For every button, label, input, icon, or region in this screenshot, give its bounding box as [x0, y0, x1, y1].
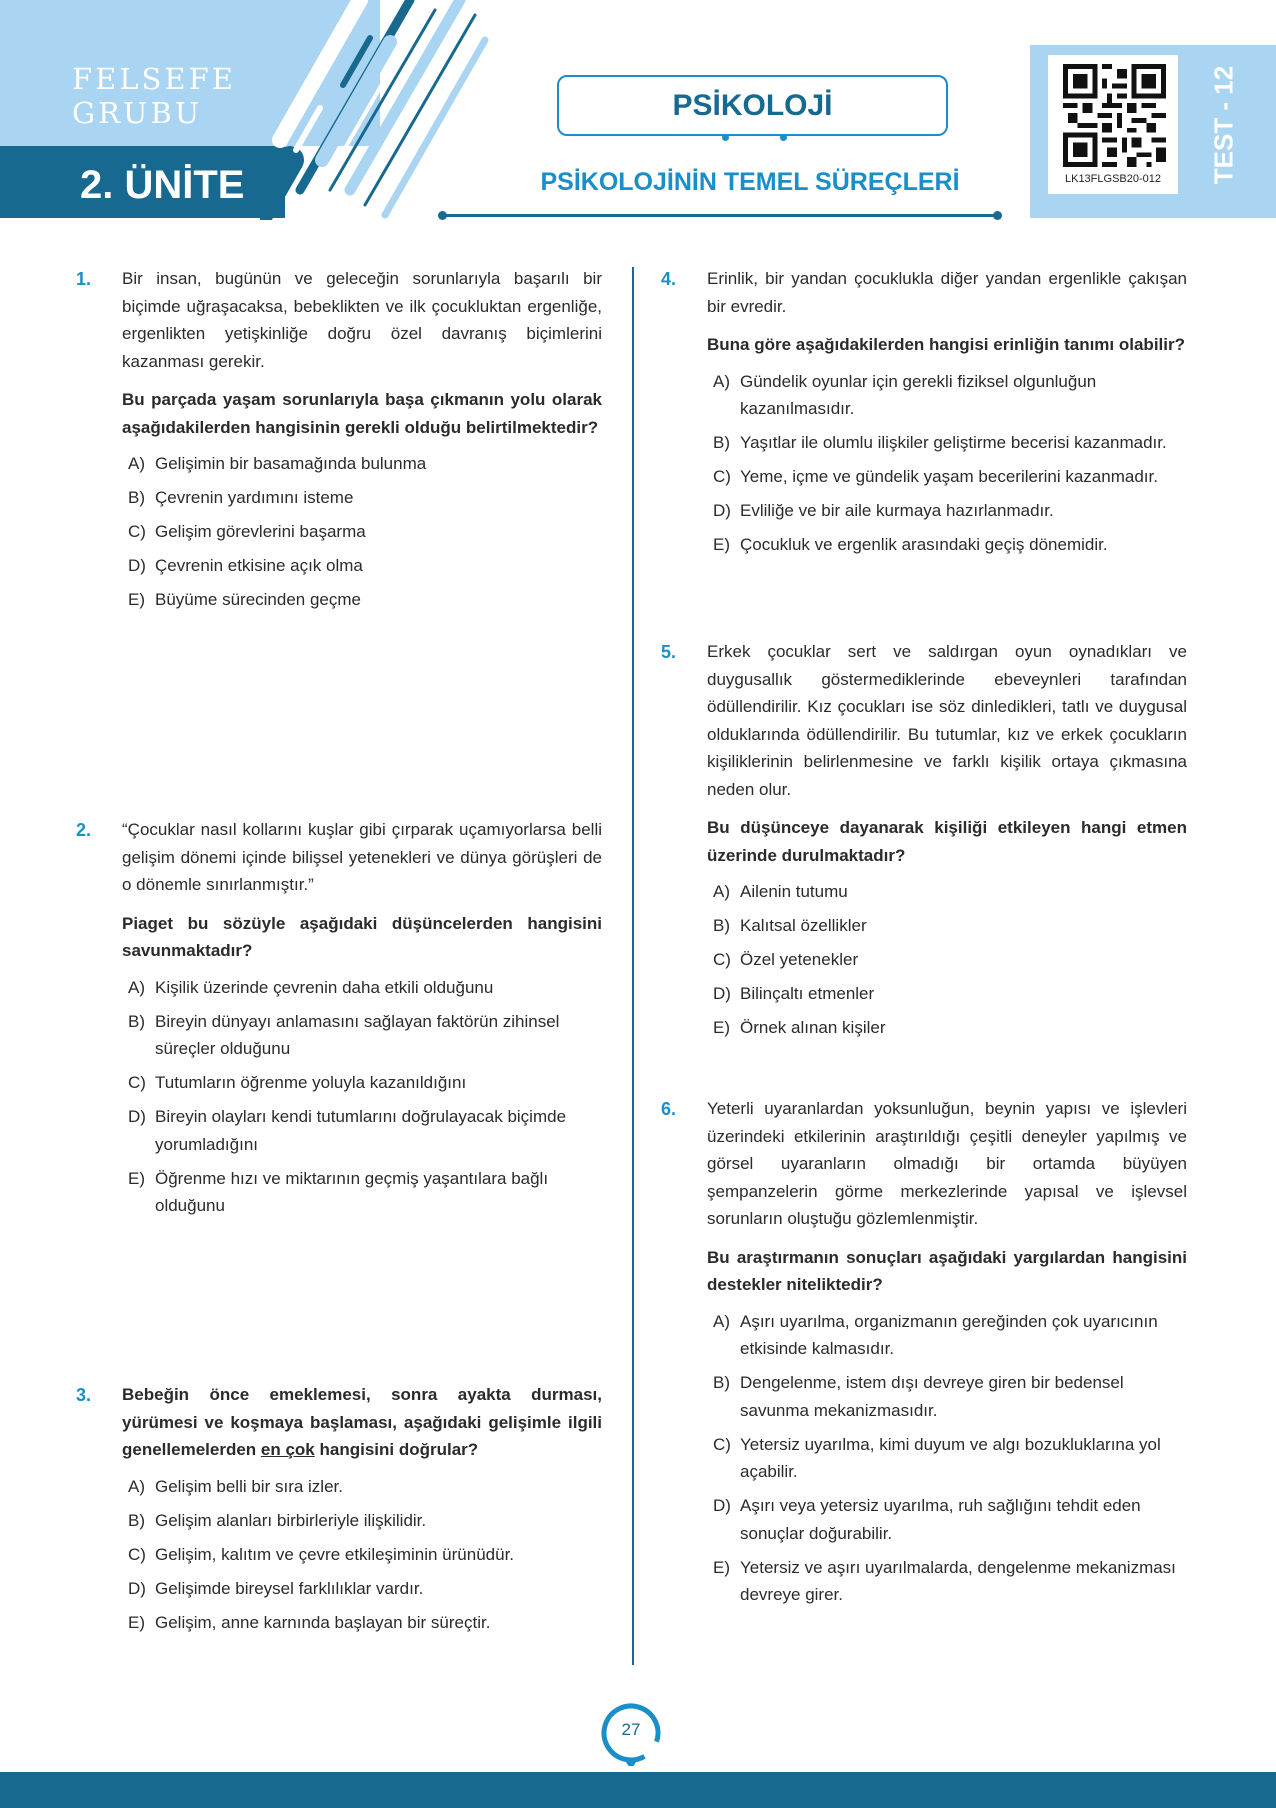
option-letter: E): [713, 1557, 730, 1577]
question-stem: Yeterli uyaranlardan yoksunluğun, beynin yapısı ve işlevleri üzerindeki etkilerinin araştırıldığı çeşitli deneyler yapılmış ve görsel uyaranların olmadığı bir ortamda büyüyen şempanzelerin görme merkezlerinde yapısal ve işlevsel sorunların oluştuğu gözlemlenmiştir.: [707, 1099, 1187, 1228]
option-d[interactable]: [122, 552, 602, 580]
option-c[interactable]: [122, 518, 602, 546]
option-letter: C): [128, 1544, 146, 1564]
question-stem: Bir insan, bugünün ve geleceğin sorunlarıyla başarılı bir biçimde uğraşacaksa, bebeklikten ve ilk çocukluktan ergenliğe, ergenlikten yetişkinliğe doğru özel davranış biçimlerini kazanması gerekir.: [122, 269, 602, 371]
option-d[interactable]: [707, 980, 1187, 1008]
option-b[interactable]: [122, 1008, 602, 1063]
options-list: [122, 1473, 602, 1637]
option-a[interactable]: [707, 878, 1187, 906]
option-text: Çevrenin etkisine açık olma: [155, 556, 363, 575]
option-text: Örnek alınan kişiler: [740, 1018, 886, 1037]
option-e[interactable]: [707, 531, 1187, 559]
title-box-dot-left: [722, 134, 729, 141]
option-letter: A): [128, 977, 145, 997]
question-number: 5.: [661, 642, 677, 662]
options-list: [122, 974, 602, 1220]
subject-title: PSİKOLOJİ: [672, 89, 833, 122]
options-list: [122, 450, 602, 614]
option-letter: B): [128, 488, 145, 507]
option-e[interactable]: [707, 1554, 1187, 1609]
option-letter: E): [128, 1612, 145, 1632]
question-4: [661, 265, 1187, 565]
option-d[interactable]: [122, 1575, 602, 1603]
options-list: [707, 1308, 1187, 1609]
question-emphasis: en çok: [260, 1440, 315, 1459]
option-text: Bireyin olayları kendi tutumlarını doğrulayacak biçimde yorumladığını: [155, 1107, 567, 1154]
option-text: Çevrenin yardımını isteme: [155, 488, 354, 507]
option-text: Gelişim belli bir sıra izler.: [155, 1476, 343, 1496]
option-letter: D): [128, 1107, 146, 1126]
topic-title: PSİKOLOJİNİN TEMEL SÜREÇLERİ: [540, 168, 960, 196]
question-3: [76, 1381, 602, 1643]
option-text: Kalıtsal özellikler: [740, 916, 867, 935]
page-number: 27: [621, 1720, 641, 1739]
option-d[interactable]: [707, 497, 1187, 525]
option-letter: D): [128, 556, 146, 575]
option-text: Öğrenme hızı ve miktarının geçmiş yaşantılara bağlı olduğunu: [155, 1168, 549, 1215]
options-list: [707, 878, 1187, 1042]
option-text: Gündelik oyunlar için gerekli fiziksel olgunluğun kazanılmasıdır.: [740, 371, 1097, 418]
option-text: Büyüme sürecinden geçme: [155, 590, 362, 609]
option-a[interactable]: [122, 450, 602, 478]
option-letter: A): [128, 454, 145, 473]
option-d[interactable]: [122, 1103, 602, 1158]
option-b[interactable]: [122, 1507, 602, 1535]
option-b[interactable]: [707, 912, 1187, 940]
option-letter: D): [713, 1496, 731, 1515]
option-text: Ailenin tutumu: [740, 882, 848, 901]
option-b[interactable]: [707, 1369, 1187, 1424]
option-letter: C): [713, 467, 731, 486]
option-c[interactable]: [707, 946, 1187, 974]
option-b[interactable]: [707, 429, 1187, 457]
option-text: Aşırı uyarılma, organizmanın gereğinden çok uyarıcının etkisinde kalmasıdır.: [740, 1311, 1158, 1358]
question-2: [76, 816, 602, 1226]
question-prompt-part-1: Bebeğin önce emeklemesi, sonra ayakta durması, yürümesi ve koşmaya başlaması, aşağıdaki gelişimle ilgili genellemelerden: [122, 1385, 602, 1459]
option-letter: C): [713, 1434, 731, 1454]
option-letter: E): [713, 535, 730, 554]
option-text: Bilinçaltı etmenler: [740, 984, 875, 1003]
option-text: Yeme, içme ve gündelik yaşam becerilerini kazanmadır.: [740, 467, 1158, 486]
option-letter: B): [713, 433, 730, 452]
question-stem: Erinlik, bir yandan çocuklukla diğer yandan ergenlikle çakışan bir evredir.: [707, 269, 1187, 316]
question-6: [661, 1095, 1187, 1615]
question-prompt: Piaget bu sözüyle aşağıdaki düşüncelerden hangisini savunmaktadır?: [122, 913, 602, 960]
option-text: Yetersiz ve aşırı uyarılmalarda, dengelenme mekanizması devreye girer.: [740, 1557, 1176, 1604]
group-line-1: FELSEFE: [72, 62, 236, 96]
option-text: Gelişim, kalıtım ve çevre etkileşiminin ürünüdür.: [155, 1544, 515, 1564]
option-text: Dengelenme, istem dışı devreye giren bir bedensel savunma mekanizmasıdır.: [740, 1373, 1124, 1420]
group-line-2: GRUBU: [72, 96, 203, 130]
question-prompt: [122, 1381, 602, 1464]
option-text: Bireyin dünyayı anlamasını sağlayan faktörün zihinsel süreçler olduğunu: [155, 1011, 560, 1058]
option-e[interactable]: [122, 1165, 602, 1220]
question-number: 6.: [661, 1099, 677, 1119]
question-number: 1.: [76, 269, 92, 289]
option-c[interactable]: [122, 1541, 602, 1569]
option-a[interactable]: [122, 974, 602, 1002]
option-text: Çocukluk ve ergenlik arasındaki geçiş dönemidir.: [740, 535, 1108, 554]
option-text: Gelişimin bir basamağında bulunma: [155, 454, 427, 473]
question-prompt: Buna göre aşağıdakilerden hangisi erinliğin tanımı olabilir?: [707, 335, 1185, 354]
option-text: Yaşıtlar ile olumlu ilişkiler geliştirme becerisi kazanmadır.: [740, 433, 1167, 452]
option-letter: D): [128, 1578, 146, 1598]
unit-label: 2. ÜNİTE: [80, 163, 245, 207]
question-stem: Erkek çocuklar sert ve saldırgan oyun oynadıkları ve duygusallık göstermediklerinde ebeveynleri tarafından ödüllendirilir. Kız çocukları ise söz dinledikleri, tatlı ve duygusal olduklarında ödüllendirilir. Bu tutumlar, kız ve erkek çocukların kişiliklerinin belirlenmesine ve farklı kişilik ortaya çıkmasına neden olur.: [707, 642, 1187, 799]
option-letter: C): [713, 950, 731, 969]
question-number: 2.: [76, 820, 92, 840]
column-divider: [632, 267, 634, 1665]
option-text: Gelişim görevlerini başarma: [155, 522, 366, 541]
question-prompt: Bu parçada yaşam sorunlarıyla başa çıkmanın yolu olarak aşağıdakilerden hangisinin gerekli olduğu belirtilmektedir?: [122, 390, 602, 437]
question-prompt: Bu araştırmanın sonuçları aşağıdaki yargılardan hangisini destekler niteliktedir?: [707, 1247, 1187, 1294]
option-letter: B): [128, 1510, 145, 1530]
option-letter: E): [713, 1018, 730, 1037]
option-letter: E): [128, 1168, 145, 1188]
option-letter: B): [713, 1373, 730, 1392]
title-box-dot-right: [780, 134, 787, 141]
question-1: [76, 265, 602, 620]
option-letter: B): [713, 916, 730, 935]
option-d[interactable]: [707, 1492, 1187, 1547]
option-letter: C): [128, 522, 146, 541]
option-e[interactable]: [707, 1014, 1187, 1042]
option-b[interactable]: [122, 484, 602, 512]
question-number: 3.: [76, 1385, 92, 1405]
option-text: Evliliğe ve bir aile kurmaya hazırlanmadır.: [740, 501, 1054, 520]
question-prompt: Bu düşünceye dayanarak kişiliği etkileyen hangi etmen üzerinde durulmaktadır?: [707, 818, 1187, 865]
qr-code-label: LK13FLGSB20-012: [1064, 173, 1161, 185]
question-5: [661, 638, 1187, 1048]
question-prompt-part-2: hangisini doğrular?: [319, 1440, 479, 1459]
option-text: Yetersiz uyarılma, kimi duyum ve algı bozukluklarına yol açabilir.: [740, 1434, 1161, 1481]
option-e[interactable]: [122, 1609, 602, 1637]
option-letter: C): [128, 1073, 146, 1092]
option-text: Aşırı veya yetersiz uyarılma, ruh sağlığını tehdit eden sonuçlar doğurabilir.: [740, 1496, 1141, 1543]
option-letter: D): [713, 501, 731, 520]
option-text: Gelişim alanları birbirleriyle ilişkilidir.: [155, 1510, 427, 1530]
option-c[interactable]: [122, 1069, 602, 1097]
option-text: Özel yetenekler: [740, 950, 859, 969]
option-letter: A): [128, 1476, 145, 1496]
options-list: [707, 368, 1187, 559]
option-a[interactable]: [707, 1308, 1187, 1363]
subject-group-label: [72, 62, 236, 130]
subject-title-box: [557, 75, 948, 136]
footer-band: [0, 1772, 1276, 1808]
test-label: TEST - 12: [1208, 65, 1239, 185]
topic-underline-dot-left: [438, 211, 447, 220]
question-number: 4.: [661, 269, 677, 289]
option-letter: B): [128, 1011, 145, 1031]
option-text: Tutumların öğrenme yoluyla kazanıldığını: [155, 1073, 467, 1092]
option-text: Kişilik üzerinde çevrenin daha etkili olduğunu: [155, 977, 494, 997]
option-letter: D): [713, 984, 731, 1003]
topic-underline-dot-right: [993, 211, 1002, 220]
option-letter: A): [713, 1311, 730, 1331]
option-letter: E): [128, 590, 145, 609]
option-e[interactable]: [122, 586, 602, 614]
option-text: Gelişim, anne karnında başlayan bir süreçtir.: [155, 1612, 491, 1632]
question-stem: “Çocuklar nasıl kollarını kuşlar gibi çırparak uçamıyorlarsa belli gelişim dönemi içinde bilişsel yetenekleri ve dünya görüşleri de o dönemle sınırlanmıştır.”: [122, 820, 602, 894]
option-c[interactable]: [707, 463, 1187, 491]
option-a[interactable]: [122, 1473, 602, 1501]
option-text: Gelişimde bireysel farklılıklar vardır.: [155, 1578, 424, 1598]
option-c[interactable]: [707, 1431, 1187, 1486]
topic-underline: [442, 214, 1000, 217]
qr-code-icon[interactable]: [1063, 64, 1166, 167]
option-letter: A): [713, 882, 730, 901]
option-a[interactable]: [707, 368, 1187, 423]
option-letter: A): [713, 371, 730, 391]
